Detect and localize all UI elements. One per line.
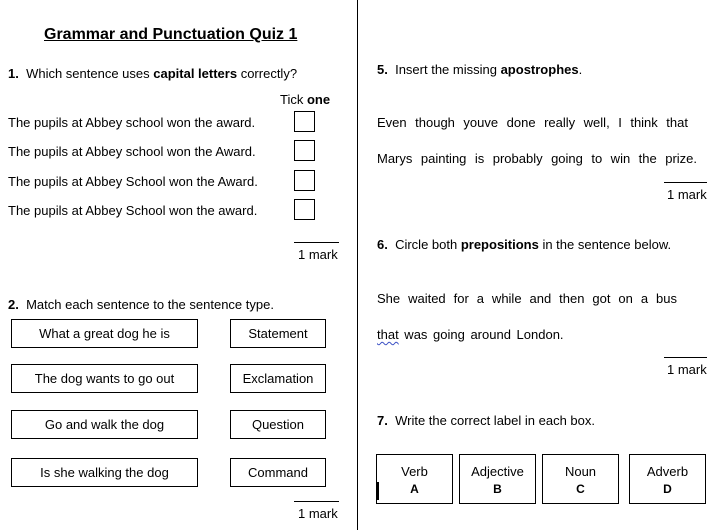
question-6-number: 6. xyxy=(377,237,388,252)
sentence-box-2[interactable]: The dog wants to go out xyxy=(11,364,198,393)
question-7-prompt xyxy=(377,413,595,428)
question-1-text-suffix: correctly? xyxy=(237,66,298,81)
q6-sentence-line-2-rest: was going around London. xyxy=(398,327,564,342)
label-box-c[interactable] xyxy=(542,454,619,504)
label-box-d[interactable] xyxy=(629,454,706,504)
q1-mark-line xyxy=(294,242,339,243)
type-box-4[interactable]: Command xyxy=(230,458,326,487)
label-box-c-word: Noun xyxy=(564,464,597,479)
type-box-2[interactable]: Exclamation xyxy=(230,364,326,393)
label-box-a-word: Verb xyxy=(401,464,428,479)
q1-option-4: The pupils at Abbey School won the award. xyxy=(8,203,258,218)
text-cursor xyxy=(377,482,379,500)
q5-sentence-line-1: Even though youve done really well, I think that xyxy=(377,115,688,130)
q6-spellcheck-word: that xyxy=(377,327,399,342)
label-box-c-letter: C xyxy=(576,482,585,496)
q6-sentence-line-1: She waited for a while and then got on a bus xyxy=(377,291,677,306)
question-1-prompt xyxy=(8,66,297,81)
tick-instruction-prefix: Tick xyxy=(280,92,307,107)
q2-mark-line xyxy=(294,501,339,502)
label-box-b[interactable] xyxy=(459,454,536,504)
question-6-text-prefix: Circle both xyxy=(395,237,461,252)
q5-sentence-line-2: Marys painting is probably going to win the prize. xyxy=(377,151,697,166)
question-5-text-suffix: . xyxy=(578,62,583,77)
q6-mark-label: 1 mark xyxy=(667,362,707,377)
label-box-a[interactable] xyxy=(376,454,453,504)
tick-instruction-bold: one xyxy=(306,92,331,107)
q1-tick-box-4[interactable] xyxy=(294,199,315,220)
q5-mark-line xyxy=(664,182,707,183)
question-6-text-bold: prepositions xyxy=(460,237,539,252)
question-5-prompt xyxy=(377,62,582,77)
q2-mark-label: 1 mark xyxy=(298,506,338,521)
label-box-b-word: Adjective xyxy=(471,464,524,479)
label-box-d-letter: D xyxy=(663,482,672,496)
q1-tick-box-2[interactable] xyxy=(294,140,315,161)
column-divider xyxy=(357,0,358,530)
type-box-1[interactable]: Statement xyxy=(230,319,326,348)
tick-instruction xyxy=(280,92,330,107)
q1-mark-label: 1 mark xyxy=(298,247,338,262)
q1-option-1: The pupils at Abbey school won the award. xyxy=(8,115,256,130)
q5-mark-label: 1 mark xyxy=(667,187,707,202)
sentence-box-3[interactable]: Go and walk the dog xyxy=(11,410,198,439)
question-7-text: Write the correct label in each box. xyxy=(395,413,595,428)
sentence-box-4[interactable]: Is she walking the dog xyxy=(11,458,198,487)
label-box-d-word: Adverb xyxy=(646,464,689,479)
question-2-text: Match each sentence to the sentence type. xyxy=(26,297,274,312)
question-6-text-suffix: in the sentence below. xyxy=(538,237,672,252)
question-1-number: 1. xyxy=(8,66,19,81)
question-2-prompt xyxy=(8,297,274,312)
question-7-number: 7. xyxy=(377,413,388,428)
question-2-number: 2. xyxy=(8,297,19,312)
question-5-number: 5. xyxy=(377,62,388,77)
q1-option-2: The pupils at Abbey school won the Award. xyxy=(8,144,256,159)
sentence-box-1[interactable]: What a great dog he is xyxy=(11,319,198,348)
q1-tick-box-3[interactable] xyxy=(294,170,315,191)
label-box-b-letter: B xyxy=(493,482,502,496)
type-box-3[interactable]: Question xyxy=(230,410,326,439)
question-1-text-prefix: Which sentence uses xyxy=(26,66,154,81)
q6-mark-line xyxy=(664,357,707,358)
question-1-text-bold: capital letters xyxy=(153,66,238,81)
q1-option-3: The pupils at Abbey School won the Award. xyxy=(8,174,258,189)
question-5-text-bold: apostrophes xyxy=(500,62,579,77)
question-5-text-prefix: Insert the missing xyxy=(395,62,501,77)
q1-tick-box-1[interactable] xyxy=(294,111,315,132)
q6-sentence-line-2 xyxy=(377,327,564,342)
label-box-a-letter: A xyxy=(410,482,419,496)
page-title: Grammar and Punctuation Quiz 1 xyxy=(44,26,298,43)
question-6-prompt xyxy=(377,237,671,252)
